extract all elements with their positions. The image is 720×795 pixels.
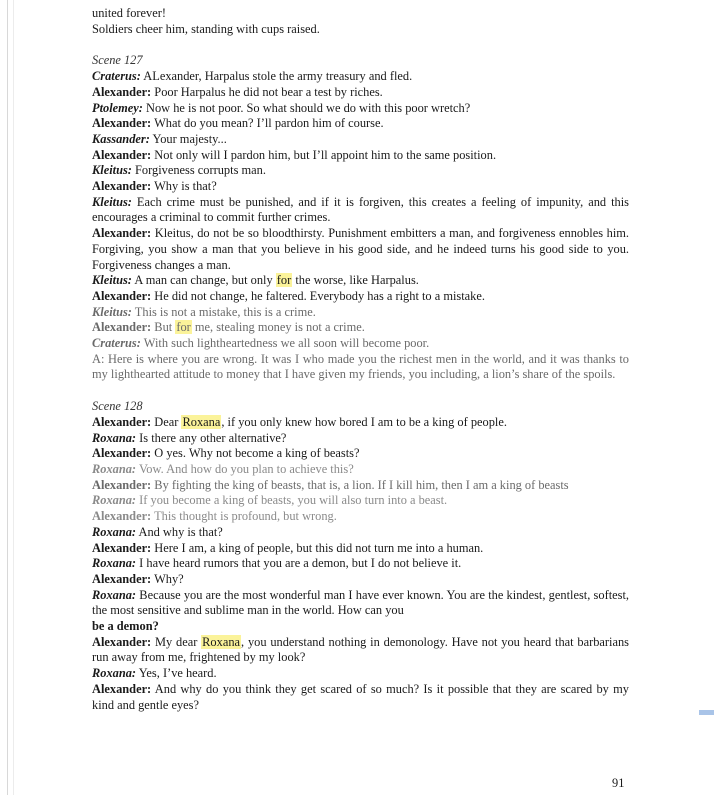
dialogue-text: , you understand nothing in demonology. Have not you heard that barbarians run away from me, frightened by my look? <box>92 634 629 665</box>
dialogue-line <box>92 509 629 525</box>
speaker-name: Alexander: <box>92 226 152 241</box>
text-line: Soldiers cheer him, standing with cups raised. <box>92 21 320 36</box>
dialogue-text: Yes, I’ve heard. <box>136 666 217 681</box>
dialogue-line <box>92 101 629 117</box>
dialogue-text: And why is that? <box>136 524 223 539</box>
dialogue-text: Why is that? <box>151 179 217 194</box>
dialogue-text: O yes. Why not become a king of beasts? <box>151 446 360 461</box>
page-number: 91 <box>612 776 625 790</box>
speaker-name: Alexander: <box>92 414 152 429</box>
dialogue-text: Vow. And how do you plan to achieve this? <box>136 461 354 476</box>
dialogue-paragraph <box>92 195 629 226</box>
speaker-name: Kleitus: <box>92 163 132 178</box>
speaker-name: Craterus: <box>92 69 141 84</box>
dialogue-line <box>92 541 629 557</box>
dialogue-text: Now he is not poor. So what should we do with this poor wretch? <box>142 100 471 115</box>
dialogue-text: What do you mean? I’ll pardon him of course. <box>151 116 384 131</box>
speaker-name: Craterus: <box>92 336 141 351</box>
dialogue-line <box>92 666 629 682</box>
dialogue-paragraph <box>92 682 629 713</box>
speaker-name: Alexander: <box>92 84 152 99</box>
scene-heading: Scene 127 <box>92 53 143 68</box>
speaker-name: Alexander: <box>92 147 152 162</box>
dialogue-paragraph <box>92 478 629 494</box>
dialogue-line <box>92 525 629 541</box>
speaker-name: Kassander: <box>92 131 150 146</box>
speaker-name: Kleitus: <box>92 304 132 319</box>
speaker-name: Roxana: <box>92 461 137 476</box>
dialogue-text: ALexander, Harpalus stole the army treasury and fled. <box>140 69 413 84</box>
page-edge-line-inner <box>13 0 14 795</box>
dialogue-line <box>92 148 629 164</box>
dialogue-line <box>92 446 629 462</box>
search-highlight: for <box>176 320 191 335</box>
speaker-name: Kleitus: <box>92 273 132 288</box>
dialogue-text: My dear <box>151 634 202 649</box>
page-edge-line <box>7 0 8 795</box>
speaker-name: Kleitus: <box>92 194 132 209</box>
dialogue-text: Poor Harpalus he did not bear a test by riches. <box>151 84 383 99</box>
dialogue-text: He did not change, he faltered. Everybody has a right to a mistake. <box>151 288 485 303</box>
search-highlight: Roxana <box>182 414 221 429</box>
speaker-name: Alexander: <box>92 320 152 335</box>
dialogue-text: This thought is profound, but wrong. <box>151 509 337 524</box>
speaker-name: Alexander: <box>92 571 152 586</box>
speaker-name: Roxana: <box>92 493 137 508</box>
dialogue-line <box>92 462 629 478</box>
dialogue-line <box>92 179 629 195</box>
speaker-name: Roxana: <box>92 587 137 602</box>
scene-heading: Scene 128 <box>92 399 143 414</box>
speaker-name: Roxana: <box>92 524 137 539</box>
dialogue-line <box>92 289 629 305</box>
dialogue-text: Forgiveness corrupts man. <box>131 163 266 178</box>
search-highlight: for <box>276 273 292 288</box>
dialogue-text: And why do you think they get scared of so much? Is it possible that they are scared by my kind and gentle eyes? <box>92 681 629 712</box>
dialogue-paragraph <box>92 635 629 666</box>
speaker-name: Alexander: <box>92 288 152 303</box>
dialogue-paragraph <box>92 588 629 619</box>
dialogue-line <box>92 305 629 321</box>
dialogue-text: , if you only knew how bored I am to be a king of people. <box>221 414 507 429</box>
dialogue-text: Here I am, a king of people, but this did not turn me into a human. <box>151 540 484 555</box>
dialogue-line <box>92 431 629 447</box>
speaker-name: Roxana: <box>92 430 137 445</box>
dialogue-text: Each crime must be punished, and if it is forgiven, this creates a feeling of impunity, and this encourages a criminal to commit further crimes. <box>92 194 629 225</box>
dialogue-line <box>92 336 629 352</box>
dialogue-text: Your majesty... <box>149 131 227 146</box>
dialogue-text: I have heard rumors that you are a demon, but I do not believe it. <box>136 556 462 571</box>
dialogue-text: This is not a mistake, this is a crime. <box>131 304 316 319</box>
dialogue-text: A man can change, but only <box>131 273 276 288</box>
speaker-name: Alexander: <box>92 540 152 555</box>
text-line: united forever! <box>92 6 166 20</box>
dialogue-text: Not only will I pardon him, but I’ll appoint him to the same position. <box>151 147 497 162</box>
dialogue-text: Kleitus, do not be so bloodthirsty. Punishment embitters a man, and forgiveness ennobles him. Forgiving, you show a man that you believe in his good side, and he indeed turns his good side to you. Forgiveness changes a man. <box>92 226 629 272</box>
dialogue-line: be a demon? <box>92 619 159 634</box>
document-page <box>92 6 629 713</box>
search-highlight: Roxana <box>202 634 241 649</box>
dialogue-text: Is there any other alternative? <box>136 430 287 445</box>
dialogue-line <box>92 273 629 289</box>
dialogue-text: Dear <box>151 414 182 429</box>
dialogue-text: But <box>151 320 176 335</box>
dialogue-paragraph: A: Here is where you are wrong. It was I who made you the richest men in the world, and it was thanks to my lighthearted attitude to money that I have given my friends, you including, a lion’s share of the spoils. <box>92 351 629 382</box>
dialogue-line <box>92 556 629 572</box>
dialogue-line <box>92 320 629 336</box>
speaker-name: Ptolemey: <box>92 100 143 115</box>
dialogue-line <box>92 132 629 148</box>
dialogue-line <box>92 415 629 431</box>
dialogue-line <box>92 85 629 101</box>
speaker-name: Alexander: <box>92 477 152 492</box>
speaker-name: Roxana: <box>92 666 137 681</box>
dialogue-line <box>92 163 629 179</box>
dialogue-text: With such lightheartedness we all soon will become poor. <box>140 336 430 351</box>
dialogue-line <box>92 116 629 132</box>
speaker-name: Alexander: <box>92 446 152 461</box>
dialogue-text: If you become a king of beasts, you will also turn into a beast. <box>136 493 448 508</box>
dialogue-paragraph <box>92 226 629 273</box>
speaker-name: Roxana: <box>92 556 137 571</box>
dialogue-line <box>92 493 629 509</box>
speaker-name: Alexander: <box>92 116 152 131</box>
speaker-name: Alexander: <box>92 681 152 696</box>
dialogue-text: the worse, like Harpalus. <box>292 273 419 288</box>
dialogue-text: Because you are the most wonderful man I have ever known. You are the kindest, gentlest, softest, the most sensitive and sublime man in the world. How can you <box>92 587 629 618</box>
dialogue-text: me, stealing money is not a crime. <box>191 320 365 335</box>
speaker-name: Alexander: <box>92 179 152 194</box>
dialogue-line <box>92 572 629 588</box>
dialogue-line <box>92 69 629 85</box>
dialogue-text: Why? <box>151 571 184 586</box>
scroll-position-marker[interactable] <box>699 710 714 715</box>
dialogue-text: By fighting the king of beasts, that is, a lion. If I kill him, then I am a king of beasts <box>151 477 569 492</box>
speaker-name: Alexander: <box>92 509 152 524</box>
speaker-name: Alexander: <box>92 634 152 649</box>
